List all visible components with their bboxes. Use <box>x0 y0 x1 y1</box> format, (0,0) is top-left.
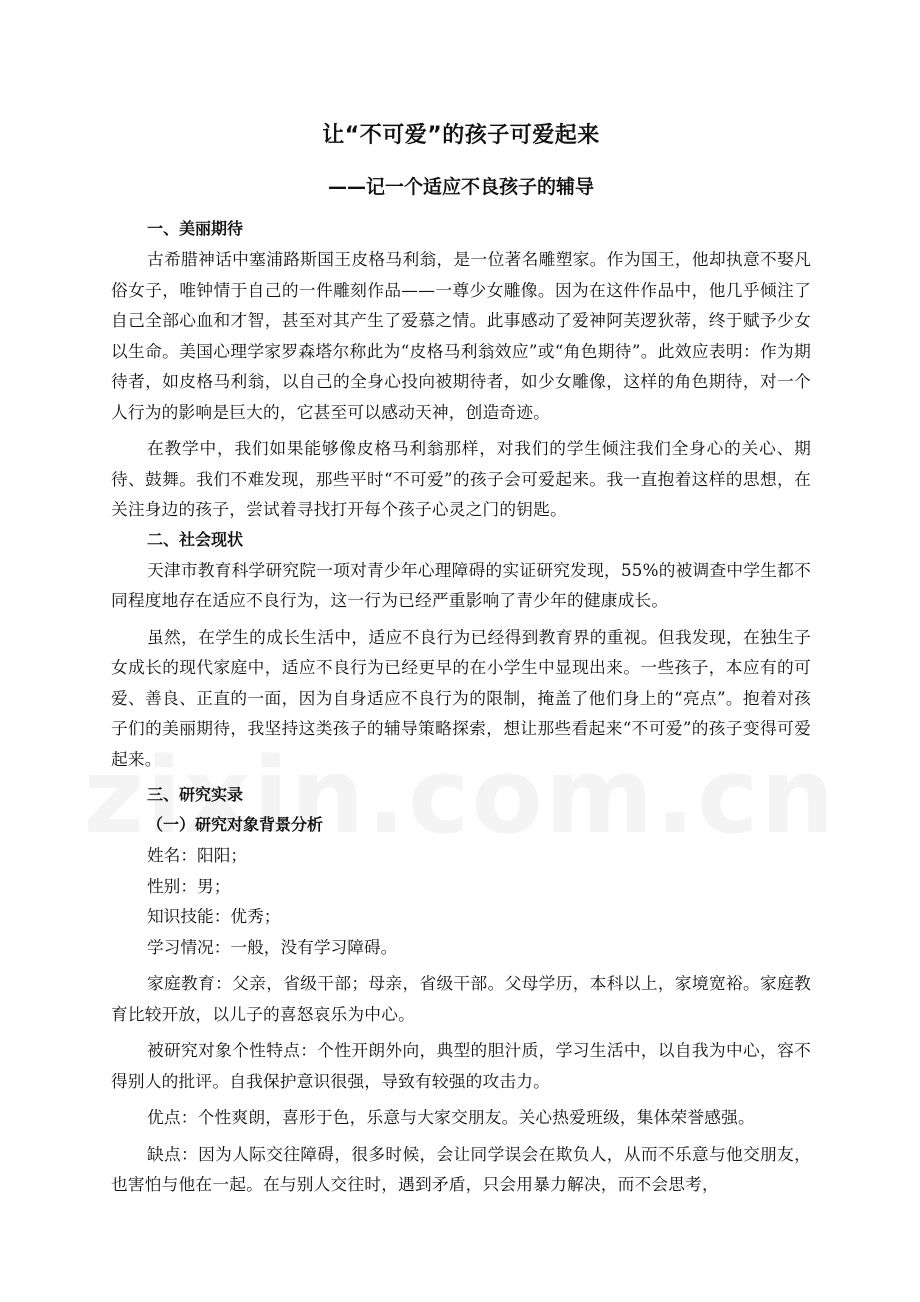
document-title: 让“不可爱”的孩子可爱起来 <box>322 123 600 148</box>
section-heading-research-record: 三、研究实录 <box>147 785 244 804</box>
paragraph-strengths: 优点：个性爽朗，喜形于色，乐意与大家交朋友。关心热爱班级，集体荣誉感强。 <box>147 1107 755 1127</box>
paragraph-weaknesses: 缺点：因为人际交往障碍，很多时候，会让同学误会在欺负人，从而不乐意与他交朋友，也害怕与他在一起。在与别人交往时，遇到矛盾，只会用暴力解决，而不会思考， <box>111 1143 811 1194</box>
field-name: 姓名：阳阳； <box>147 845 248 865</box>
paragraph-personality: 被研究对象个性特点：个性开朗外向，典型的胆汁质，学习生活中，以自我为中心，容不得别人的批评。自我保护意识很强，导致有较强的攻击力。 <box>111 1040 811 1091</box>
field-study: 学习情况：一般，没有学习障碍。 <box>147 936 398 957</box>
paragraph-pygmalion-myth: 古希腊神话中塞浦路斯国王皮格马利翁，是一位著名雕塑家。作为国王，他却执意不娶凡俗女子，唯钟情于自己的一件雕刻作品——一尊少女雕像。因为在这件作品中，他几乎倾注了自己全部心血和才智，甚至对其产生了爱慕之情。此事感动了爱神阿芙逻狄蒂，终于赋予少女以生命。美国心理学家罗森塔尔称此为“皮格马利翁效应”或“角色期待”。此效应表明：作为期待者，如皮格马利翁，以自己的全身心投向被期待者，如少女雕像，这样的角色期待，对一个人行为的影响是巨大的，它甚至可以感动天神，创造奇迹。 <box>111 249 811 422</box>
field-gender: 性别：男； <box>147 875 231 896</box>
paragraph-maladaptive-children: 虽然，在学生的成长生活中，适应不良行为已经得到教育界的重视。但我发现，在独生子女成长的现代家庭中，适应不良行为已经更早的在小学生中显现出来。一些孩子，本应有的可爱、善良、正直的一面，因为自身适应不良行为的限制，掩盖了他们身上的“亮点”。抱着对孩子们的美丽期待，我坚持这类孩子的辅导策略探索，想让那些看起来“不可爱”的孩子变得可爱起来。 <box>111 626 811 769</box>
paragraph-tianjin-study: 天津市教育科学研究院一项对青少年心理障碍的实证研究发现，55%的被调查中学生都不同程度地存在适应不良行为，这一行为已经严重影响了青少年的健康成长。 <box>111 559 811 610</box>
document-subtitle: ——记一个适应不良孩子的辅导 <box>327 176 594 198</box>
section-heading-social-status: 二、社会现状 <box>147 529 244 549</box>
paragraph-teaching-expectation: 在教学中，我们如果能够像皮格马利翁那样，对我们的学生倾注我们全身心的关心、期待、鼓舞。我们不难发现，那些平时“不可爱”的孩子会可爱起来。我一直抱着这样的思想，在关注身边的孩子，尝试着寻找打开每个孩子心灵之门的钥匙。 <box>111 438 811 519</box>
subsection-heading-background: （一）研究对象背景分析 <box>147 815 324 834</box>
paragraph-family-education: 家庭教育：父亲，省级干部；母亲，省级干部。父母学历，本科以上，家境宽裕。家庭教育比较开放，以儿子的喜怒哀乐为中心。 <box>111 973 811 1024</box>
section-heading-expectation: 一、美丽期待 <box>147 219 244 238</box>
document-body <box>111 116 811 1200</box>
field-skills: 知识技能：优秀； <box>147 906 281 926</box>
